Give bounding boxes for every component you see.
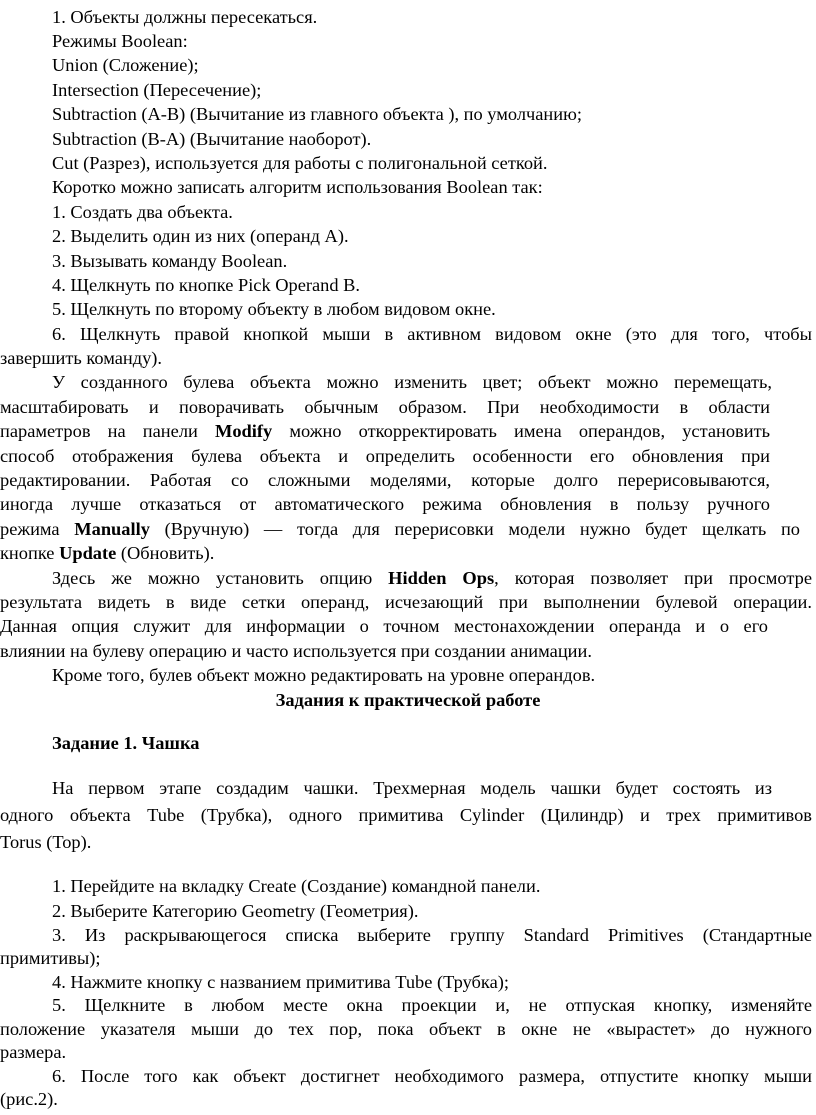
- algorithm-title: Коротко можно записать алгоритм использования Boolean так:: [52, 177, 543, 197]
- task-step: 3. Из раскрывающегося списка выберите группу Standard Primitives (Стандартные: [52, 925, 812, 945]
- mode-item: Union (Сложение);: [52, 55, 199, 75]
- paragraph-line: Данная опция служит для информации о точном местонахождении операнда и о его: [0, 616, 768, 636]
- algorithm-step: 2. Выделить один из них (операнд A).: [52, 226, 349, 246]
- paragraph-line: иногда лучше отказаться от автоматического режима обновления в пользу ручного: [0, 494, 770, 514]
- paragraph-line: кнопке Update (Обновить).: [0, 543, 215, 563]
- mode-item: Intersection (Пересечение);: [52, 80, 262, 100]
- task-step: 2. Выберите Категорию Geometry (Геометрия).: [52, 901, 419, 921]
- mode-item: Subtraction (A-B) (Вычитание из главного объекта ), по умолчанию;: [52, 104, 582, 124]
- algorithm-step: 6. Щелкнуть правой кнопкой мыши в активном видовом окне (это для того, чтобы: [52, 324, 812, 344]
- task-intro-line: Torus (Тор).: [0, 832, 92, 852]
- paragraph-line: Здесь же можно установить опцию Hidden Ops, которая позволяет при просмотре: [52, 568, 812, 588]
- modes-title: Режимы Boolean:: [52, 31, 188, 51]
- paragraph-line: влиянии на булеву операцию и часто используется при создании анимации.: [0, 641, 592, 661]
- paragraph-line: параметров на панели Modify можно откорректировать имена операндов, установить: [0, 421, 770, 441]
- algorithm-step: 4. Щелкнуть по кнопке Pick Operand B.: [52, 275, 361, 295]
- algorithm-step: 1. Создать два объекта.: [52, 202, 233, 222]
- modify-term: Modify: [215, 421, 273, 441]
- intro-line: 1. Объекты должны пересекаться.: [52, 7, 318, 27]
- paragraph-line: режима Manually (Вручную) — тогда для перерисовки модели нужно будет щелкать по: [0, 519, 800, 539]
- paragraph-line: масштабировать и поворачивать обычным образом. При необходимости в области: [0, 397, 770, 417]
- task-intro-line: одного объекта Tube (Трубка), одного примитива Cylinder (Цилиндр) и трех примитивов: [0, 805, 812, 825]
- task-step: 4. Нажмите кнопку с названием примитива Tube (Трубка);: [52, 972, 509, 992]
- mode-item: Subtraction (B-A) (Вычитание наоборот).: [52, 129, 372, 149]
- mode-item: Cut (Разрез), используется для работы с полигональной сеткой.: [52, 153, 548, 173]
- algorithm-step: 3. Вызывать команду Boolean.: [52, 251, 288, 271]
- section-heading: Задания к практической работе: [275, 690, 541, 710]
- task-step: 6. После того как объект достигнет необходимого размера, отпустите кнопку мыши: [52, 1066, 812, 1086]
- task-step-continued: примитивы);: [0, 948, 101, 968]
- task-step-continued: положение указателя мыши до тех пор, пока объект в окне не «вырастет» до нужного: [0, 1019, 812, 1039]
- task-step: 1. Перейдите на вкладку Create (Создание) командной панели.: [52, 876, 541, 896]
- task-step: 5. Щелкните в любом месте окна проекции и, не отпуская кнопку, изменяйте: [52, 995, 812, 1015]
- paragraph-line: редактировании. Работая со сложными моделями, которые долго перерисовываются,: [0, 470, 770, 490]
- task-title: Задание 1. Чашка: [52, 733, 200, 753]
- task-intro-line: На первом этапе создадим чашки. Трехмерная модель чашки будет состоять из: [52, 778, 772, 798]
- algorithm-step: 5. Щелкнуть по второму объекту в любом видовом окне.: [52, 299, 496, 319]
- paragraph-line: У созданного булева объекта можно изменить цвет; объект можно перемещать,: [52, 372, 772, 392]
- update-term: Update: [59, 543, 117, 563]
- hidden-ops-term: Hidden Ops: [388, 568, 495, 588]
- task-step-continued: (рис.2).: [0, 1089, 58, 1109]
- task-step-continued: размера.: [0, 1042, 67, 1062]
- paragraph-line: Кроме того, булев объект можно редактировать на уровне операндов.: [52, 665, 596, 685]
- paragraph-line: способ отображения булева объекта и определить особенности его обновления при: [0, 446, 770, 466]
- manually-term: Manually: [74, 519, 150, 539]
- algorithm-step-continued: завершить команду).: [0, 348, 163, 368]
- paragraph-line: результата видеть в виде сетки операнд, исчезающий при выполнении булевой операции.: [0, 592, 812, 612]
